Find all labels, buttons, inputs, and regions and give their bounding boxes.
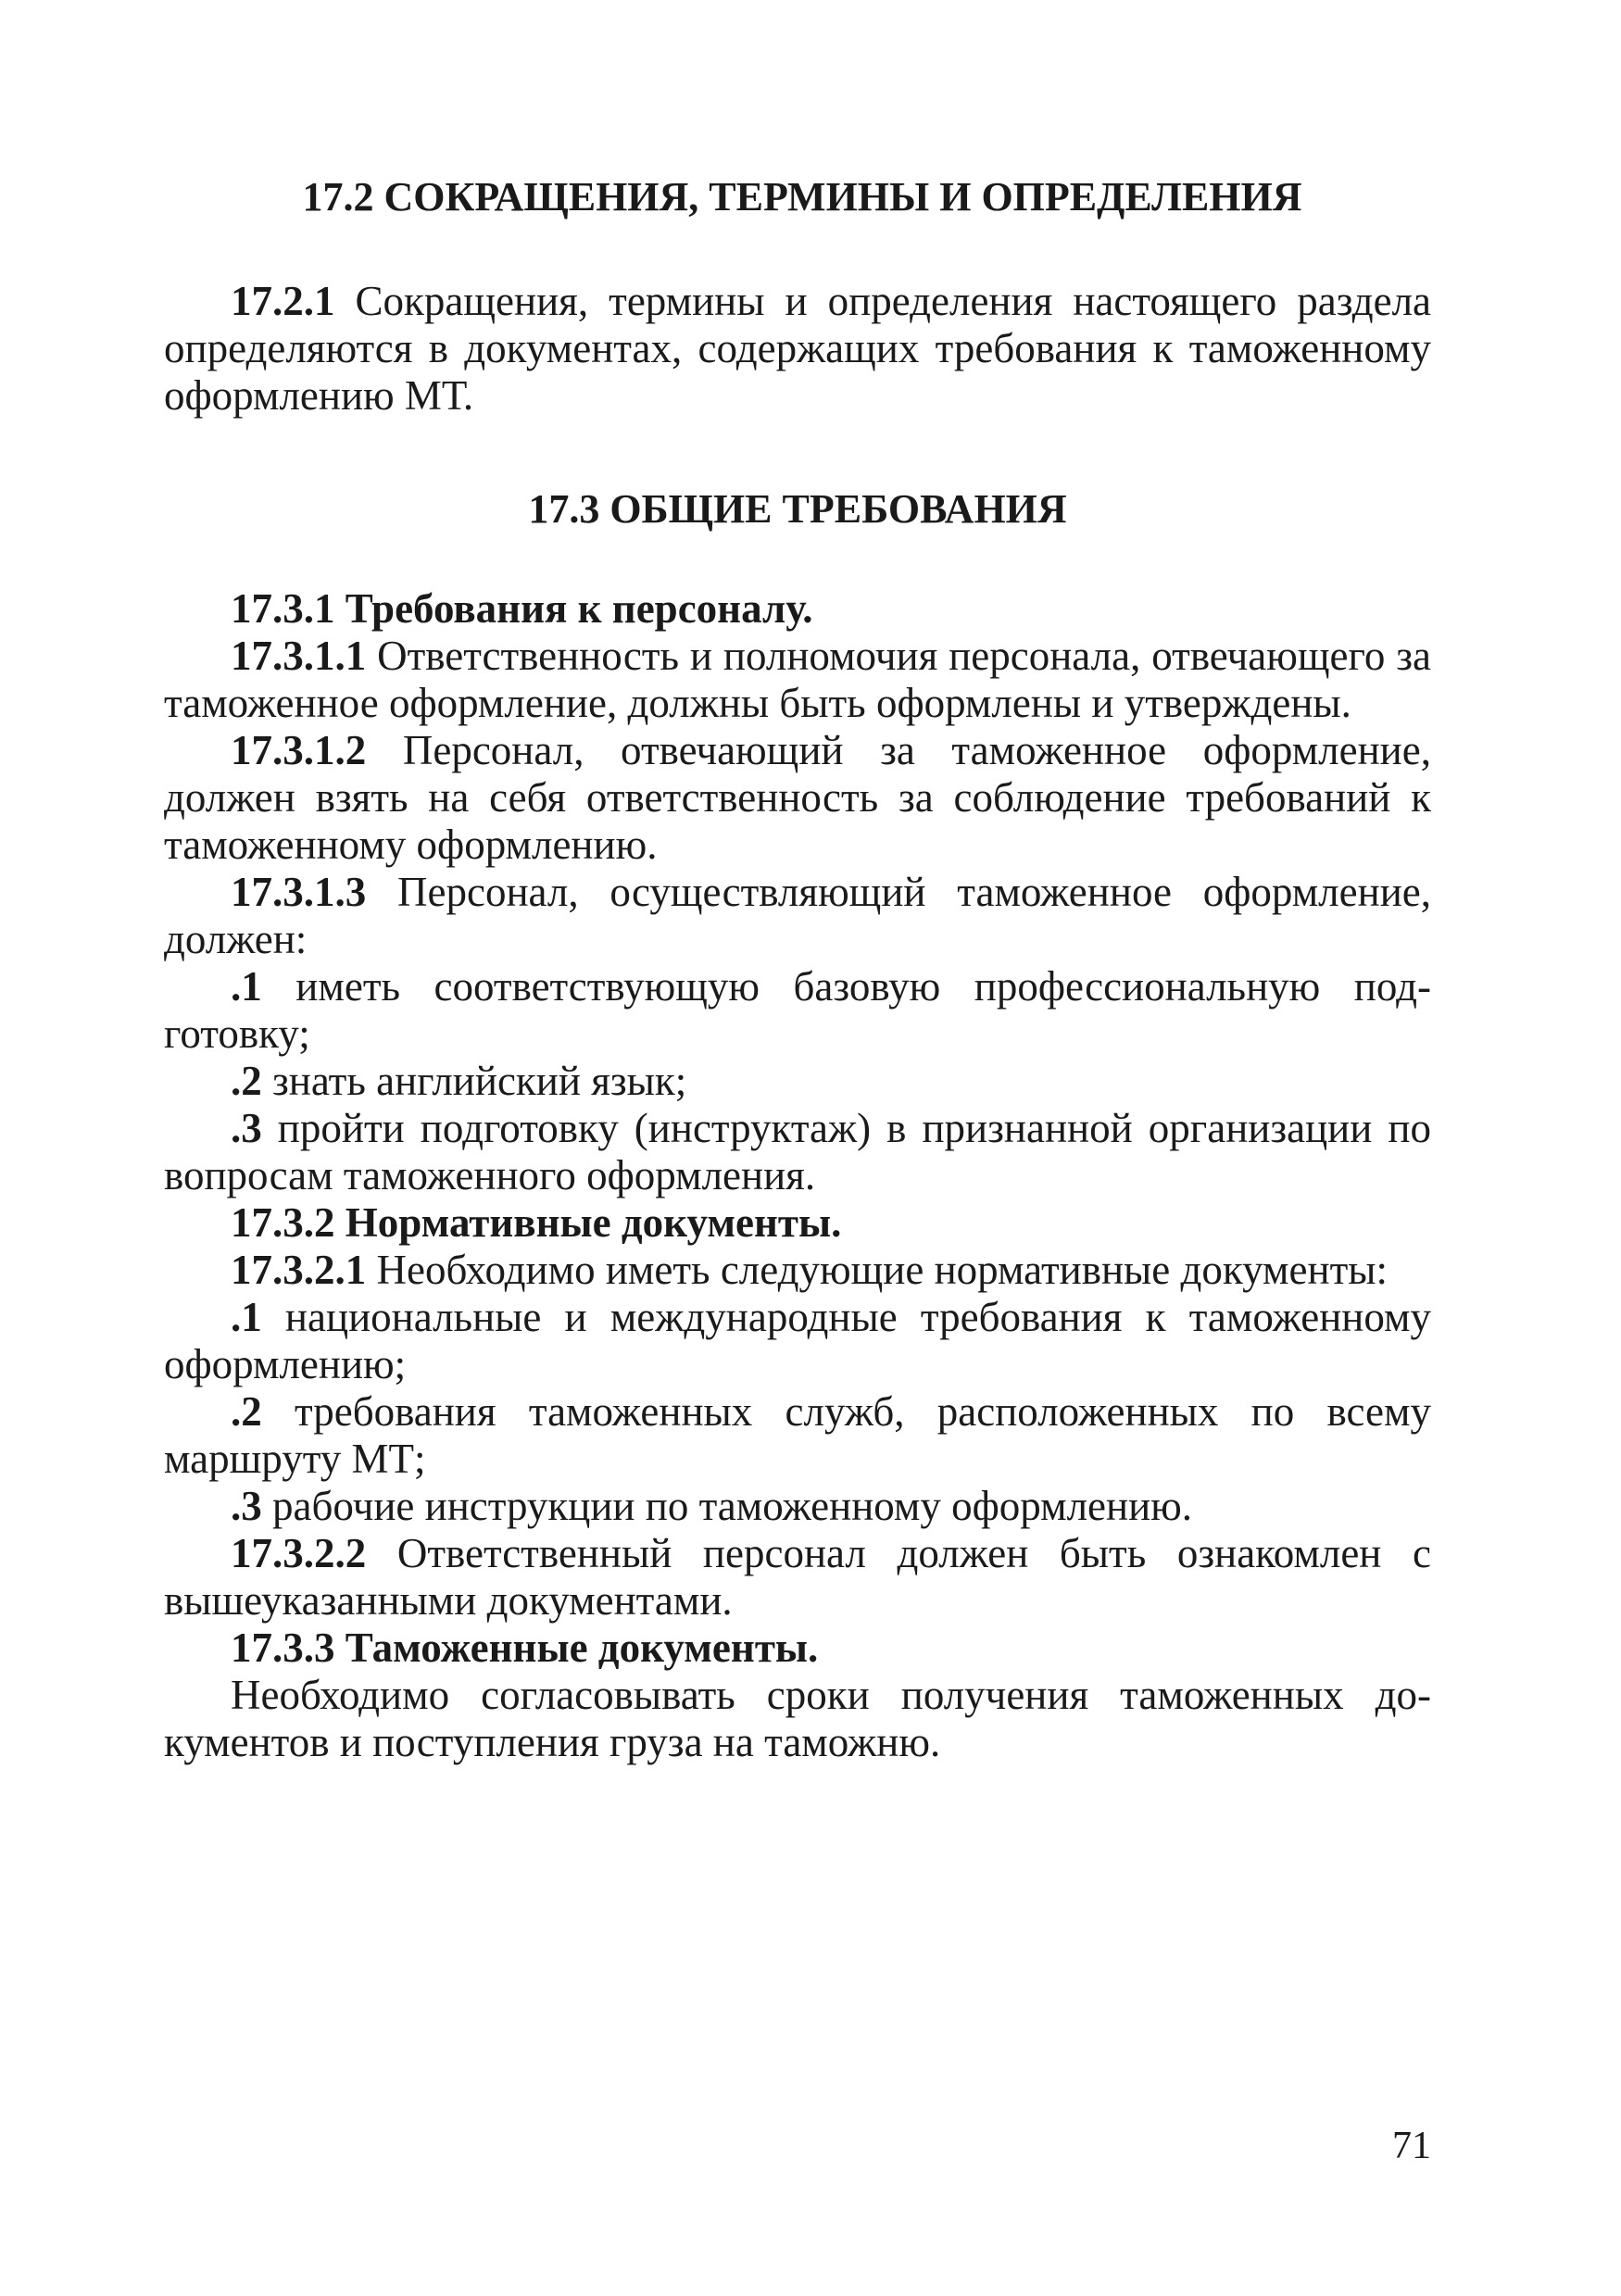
list-item: [164, 1058, 1431, 1105]
subsection-heading-17-3-1: [164, 585, 1431, 633]
clause-number: 17.3.2.1: [231, 1247, 367, 1293]
clause-number: 17.3.1.2: [231, 727, 367, 773]
list-text: иметь соответствующую базовую профессиональную подготовку;: [164, 963, 1431, 1057]
list-text: знать английский язык;: [261, 1058, 687, 1104]
section-heading-17-3: 17.3 ОБЩИЕ ТРЕБОВАНИЯ: [528, 486, 1067, 532]
list-number: .1: [231, 1294, 262, 1340]
list-item: [164, 1105, 1431, 1199]
list-number: .3: [231, 1483, 262, 1529]
section-17-3-body: [164, 585, 1431, 1766]
clause-number: 17.3.1.3: [231, 869, 367, 915]
subsection-heading-17-3-2: [164, 1199, 1431, 1247]
clause-text: Необходимо иметь следующие нормативные документы:: [366, 1247, 1388, 1293]
page-number: 71: [1392, 2125, 1431, 2167]
paragraph-17-3-3-text: [164, 1672, 1431, 1766]
paragraph-17-3-1-3: [164, 869, 1431, 963]
clause-number: 17.3.1.1: [231, 633, 367, 679]
paragraph-17-3-2-2: [164, 1530, 1431, 1625]
clause-text: Необходимо согласовывать сроки получения таможенных документов и поступления груза на таможню.: [164, 1672, 1431, 1765]
section-heading-17-2: 17.2 СОКРАЩЕНИЯ, ТЕРМИНЫ И ОПРЕДЕЛЕНИЯ: [302, 174, 1302, 220]
list-number: .2: [231, 1058, 262, 1104]
list-item: [164, 963, 1431, 1058]
document-page: [164, 0, 1431, 2296]
clause-number: 17.3.1 Требования к персоналу.: [231, 585, 813, 632]
clause-text: Персонал, отвечающий за таможенное оформление, должен взять на себя ответственность за соблюдение требований к таможенному оформлению.: [164, 727, 1431, 868]
clause-text: Ответственность и полномочия персонала, отвечающего за таможенное оформление, должны быть оформлены и утверждены.: [164, 633, 1431, 726]
clause-text: Персонал, осуществляющий таможенное оформление, должен:: [164, 869, 1431, 962]
clause-text: Ответственный персонал должен быть ознакомлен с вышеуказанными документами.: [164, 1530, 1431, 1624]
clause-number: 17.3.2.2: [231, 1530, 367, 1576]
clause-number: 17.3.2 Нормативные документы.: [231, 1199, 842, 1246]
clause-number: 17.3.3 Таможенные документы.: [231, 1625, 819, 1671]
clause-text: Сокращения, термины и определения настоящего раздела определяются в документах, содержащих требования к таможенному оформлению МТ.: [164, 278, 1431, 419]
list-item: [164, 1388, 1431, 1483]
subsection-heading-17-3-3: [164, 1625, 1431, 1672]
paragraph-17-3-1-1: [164, 633, 1431, 727]
list-text: пройти подготовку (инструктаж) в признанной организации по вопросам таможенного оформления.: [164, 1105, 1431, 1198]
paragraph-17-2-1: [164, 278, 1431, 420]
paragraph-17-3-2-1: [164, 1247, 1431, 1294]
list-number: .3: [231, 1105, 262, 1151]
list-number: .2: [231, 1388, 262, 1435]
paragraph-17-3-1-2: [164, 727, 1431, 869]
list-text: требования таможенных служб, расположенных по всему маршруту МТ;: [164, 1388, 1431, 1482]
list-item: [164, 1294, 1431, 1388]
clause-number: 17.2.1: [231, 278, 335, 324]
list-item: [164, 1483, 1431, 1530]
list-text: национальные и международные требования к таможенному оформлению;: [164, 1294, 1431, 1387]
list-text: рабочие инструкции по таможенному оформлению.: [261, 1483, 1193, 1529]
list-number: .1: [231, 963, 262, 1010]
